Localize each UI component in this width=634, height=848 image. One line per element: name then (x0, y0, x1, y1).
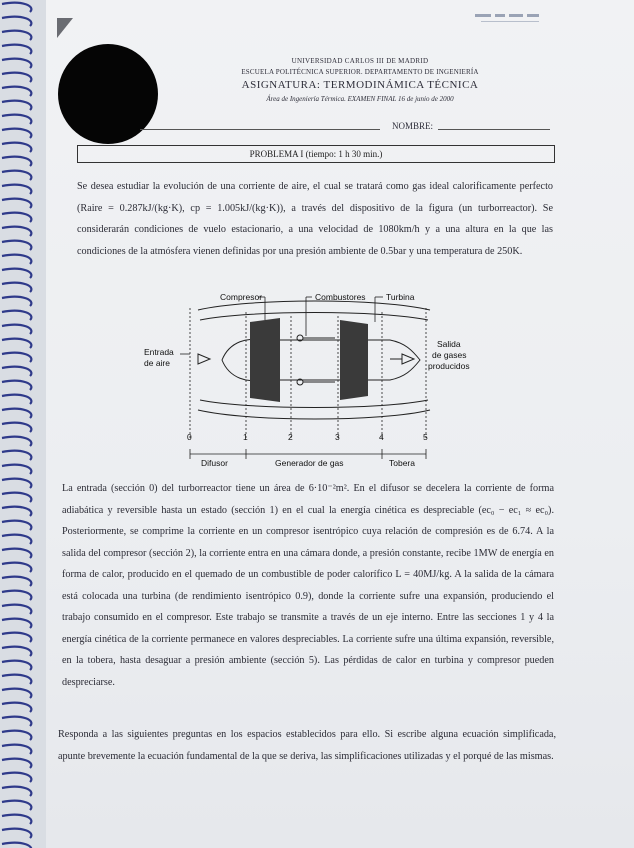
label-inlet-1: Entrada (144, 347, 174, 357)
university-name: UNIVERSIDAD CARLOS III DE MADRID (291, 57, 429, 65)
label-combustors: Combustores (315, 292, 366, 302)
exam-info: Área de Ingeniería Térmica. EXAMEN FINAL 16 de junio de 2000 (266, 95, 454, 103)
inlet-arrow-icon (198, 354, 210, 364)
name-label: NOMBRE: (392, 121, 434, 131)
zone-gas-generator: Generador de gas (275, 458, 344, 468)
casing-top-inner (200, 313, 428, 321)
turbine-block (340, 320, 368, 400)
problem-title: PROBLEMA I (tiempo: 1 h 30 min.) (77, 145, 555, 163)
spiral-binding (0, 0, 46, 848)
label-inlet-2: de aire (144, 358, 170, 368)
name-field-line (438, 129, 550, 130)
paragraph-description: La entrada (sección 0) del turborreactor tiene un área de 6·10⁻²m². En el difusor se decelera la corriente de forma adiabática y reversible hasta un estado (sección 1) en el cual la energía cinética es despreciable (ec₀ − ec₁ ≈ ec₀). Posteriormente, se comprime la corriente en un compresor isentrópico cuya relación de compresión es de 6.74. A la salida del compresor (sección 2), la corriente entra en una cámara donde, a presión constante, recibe 1MW de energía en forma de calor, producido en el quemado de un combustible de poder calorífico L = 40MJ/kg. A la salida de la cámara está colocada una turbina (de rendimiento isentrópico 0.9), donde la corriente sufre una expansión, produciendo el trabajo consumido en el compresor. Este trabajo se transmite a través de un eje interno. Entre las secciones 1 y 4 la energía cinética de la corriente permanece en valores despreciables. La corriente sufre una última expansión, reversible, en la tobera, hasta desaguar a presión ambiente (sección 5). Las pérdidas de calor en turbina y compresor pueden despreciarse. (62, 483, 554, 688)
section-5: 5 (423, 432, 428, 442)
label-turbine: Turbina (386, 292, 415, 302)
school-department: ESCUELA POLITÉCNICA SUPERIOR. DEPARTAMENTO DE INGENIERÍA (241, 68, 479, 76)
label-compressor: Compresor (220, 292, 263, 302)
casing-bottom-inner (200, 400, 428, 408)
casing-top (198, 301, 430, 310)
section-2: 2 (288, 432, 293, 442)
turbojet-diagram (140, 288, 490, 468)
paragraph-instructions: Responda a las siguientes preguntas en los espacios establecidos para ello. Si escribe alguna ecuación simplificada, apunte brevemente la ecuación fundamental de la que se deriva, las simplificaciones utilizadas y el porqué de las mismas. (58, 729, 556, 762)
label-outlet-3: producidos (428, 361, 470, 371)
header-logo-mark (475, 12, 545, 26)
compressor-block (250, 318, 280, 402)
label-outlet-2: de gases (432, 350, 467, 360)
corner-triangle-icon (57, 18, 73, 38)
casing-bottom (198, 410, 430, 419)
section-4: 4 (379, 432, 384, 442)
combustor (297, 335, 335, 385)
zone-diffuser: Difusor (201, 458, 228, 468)
paragraph-intro: Se desea estudiar la evolución de una corriente de aire, el cual se tratará como gas ideal calorificamente perfecto (Raire = 0.287kJ/(kg·K), cp = 1.005kJ/(kg·K)), a través del dispositivo de la figura (un turborreactor). Se considerarán condiciones de vuelo estacionario, a una velocidad de 1080km/h y a una altura en la que las condiciones de la atmósfera vienen definidas por una presión ambiente de 0.5bar y una temperatura de 250K. (77, 181, 553, 257)
section-0: 0 (187, 432, 192, 442)
section-1: 1 (243, 432, 248, 442)
outlet-arrow-icon (402, 354, 414, 364)
zone-nozzle: Tobera (389, 458, 415, 468)
blank-line (140, 129, 380, 130)
subject-title: ASIGNATURA: TERMODINÁMICA TÉCNICA (241, 79, 479, 91)
section-3: 3 (335, 432, 340, 442)
label-outlet-1: Salida (437, 339, 461, 349)
